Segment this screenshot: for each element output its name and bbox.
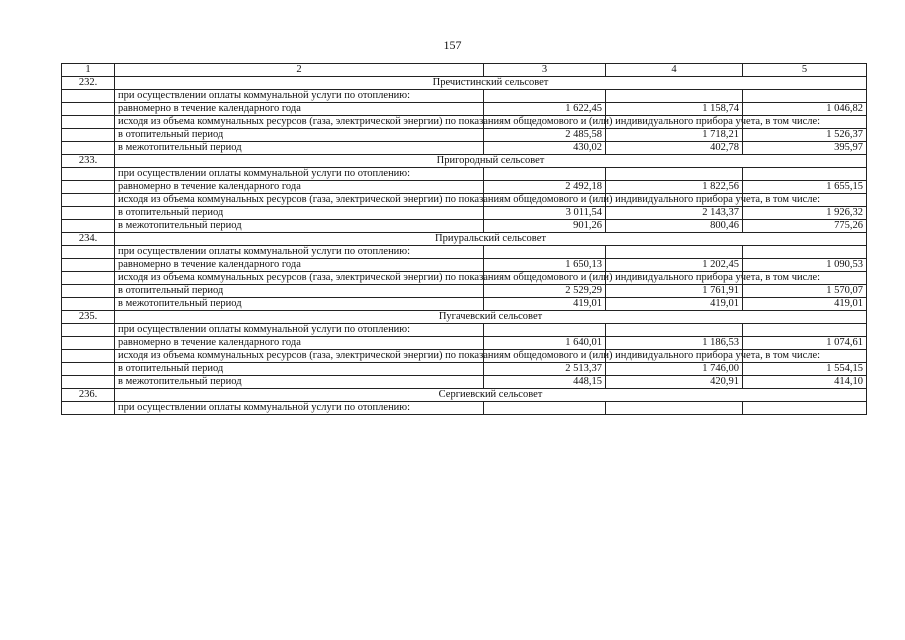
value-col-3: 2 529,29 bbox=[484, 285, 606, 298]
row-label: равномерно в течение календарного года bbox=[115, 181, 484, 194]
row-index-cell bbox=[62, 246, 115, 259]
row-index-cell bbox=[62, 129, 115, 142]
table-row bbox=[62, 259, 867, 272]
value-col-5: 775,26 bbox=[743, 220, 867, 233]
table-row bbox=[62, 181, 867, 194]
header-cell-1: 1 bbox=[62, 64, 115, 77]
value-col-3: 2 492,18 bbox=[484, 181, 606, 194]
value-col-3: 419,01 bbox=[484, 298, 606, 311]
section-row bbox=[62, 233, 867, 246]
value-col-4 bbox=[606, 246, 743, 259]
table-row bbox=[62, 337, 867, 350]
section-name: Пригородный сельсовет bbox=[115, 155, 867, 168]
row-index-cell bbox=[62, 181, 115, 194]
table-row bbox=[62, 402, 867, 415]
row-label: в межотопительный период bbox=[115, 376, 484, 389]
value-col-3 bbox=[484, 90, 606, 103]
value-col-3: 1 640,01 bbox=[484, 337, 606, 350]
value-col-3 bbox=[484, 246, 606, 259]
section-name: Сергиевский сельсовет bbox=[115, 389, 867, 402]
table-row bbox=[62, 194, 867, 207]
section-name: Пугачевский сельсовет bbox=[115, 311, 867, 324]
value-col-4: 1 822,56 bbox=[606, 181, 743, 194]
value-col-5: 1 926,32 bbox=[743, 207, 867, 220]
table-row bbox=[62, 350, 867, 363]
value-col-4: 1 761,91 bbox=[606, 285, 743, 298]
tariff-table bbox=[61, 63, 867, 415]
row-index-cell bbox=[62, 272, 115, 285]
value-col-5 bbox=[743, 90, 867, 103]
table-row bbox=[62, 363, 867, 376]
row-label: при осуществлении оплаты коммунальной услуги по отоплению: bbox=[115, 324, 484, 337]
value-col-5 bbox=[743, 246, 867, 259]
row-label: в отопительный период bbox=[115, 363, 484, 376]
row-index-cell bbox=[62, 90, 115, 103]
header-row bbox=[62, 64, 867, 77]
table-row bbox=[62, 103, 867, 116]
value-col-4: 1 202,45 bbox=[606, 259, 743, 272]
row-label: при осуществлении оплаты коммунальной услуги по отоплению: bbox=[115, 402, 484, 415]
row-index-cell bbox=[62, 220, 115, 233]
value-col-3 bbox=[484, 324, 606, 337]
section-index: 233. bbox=[62, 155, 115, 168]
section-index: 235. bbox=[62, 311, 115, 324]
value-col-4: 1 158,74 bbox=[606, 103, 743, 116]
value-col-5: 1 554,15 bbox=[743, 363, 867, 376]
row-label: исходя из объема коммунальных ресурсов (газа, электрической энергии) по показаниям общедомового и (или) индивидуального прибора учета, в том числе: bbox=[115, 116, 484, 129]
row-index-cell bbox=[62, 376, 115, 389]
table-row bbox=[62, 129, 867, 142]
value-col-5 bbox=[743, 324, 867, 337]
row-index-cell bbox=[62, 142, 115, 155]
row-index-cell bbox=[62, 207, 115, 220]
row-label: в отопительный период bbox=[115, 129, 484, 142]
table-row bbox=[62, 285, 867, 298]
value-col-4: 800,46 bbox=[606, 220, 743, 233]
table-row bbox=[62, 142, 867, 155]
header-cell-3: 3 bbox=[484, 64, 606, 77]
value-col-5: 1 090,53 bbox=[743, 259, 867, 272]
table-row bbox=[62, 90, 867, 103]
row-index-cell bbox=[62, 363, 115, 376]
table-row bbox=[62, 207, 867, 220]
row-label: при осуществлении оплаты коммунальной услуги по отоплению: bbox=[115, 90, 484, 103]
page-number: 157 bbox=[443, 38, 462, 52]
row-label: исходя из объема коммунальных ресурсов (газа, электрической энергии) по показаниям общедомового и (или) индивидуального прибора учета, в том числе: bbox=[115, 272, 484, 285]
table-row bbox=[62, 324, 867, 337]
row-index-cell bbox=[62, 402, 115, 415]
value-col-4 bbox=[606, 324, 743, 337]
header-cell-5: 5 bbox=[743, 64, 867, 77]
value-col-4: 2 143,37 bbox=[606, 207, 743, 220]
row-index-cell bbox=[62, 324, 115, 337]
value-col-3: 448,15 bbox=[484, 376, 606, 389]
value-col-4 bbox=[606, 168, 743, 181]
table-row bbox=[62, 376, 867, 389]
row-index-cell bbox=[62, 103, 115, 116]
row-label: исходя из объема коммунальных ресурсов (газа, электрической энергии) по показаниям общедомового и (или) индивидуального прибора учета, в том числе: bbox=[115, 194, 484, 207]
value-col-3: 1 622,45 bbox=[484, 103, 606, 116]
value-col-3: 430,02 bbox=[484, 142, 606, 155]
row-label: при осуществлении оплаты коммунальной услуги по отоплению: bbox=[115, 246, 484, 259]
value-col-5: 1 570,07 bbox=[743, 285, 867, 298]
section-index: 236. bbox=[62, 389, 115, 402]
header-cell-2: 2 bbox=[115, 64, 484, 77]
value-col-4 bbox=[606, 90, 743, 103]
value-col-3 bbox=[484, 168, 606, 181]
row-label: в межотопительный период bbox=[115, 142, 484, 155]
row-label: при осуществлении оплаты коммунальной услуги по отоплению: bbox=[115, 168, 484, 181]
section-row bbox=[62, 155, 867, 168]
header-cell-4: 4 bbox=[606, 64, 743, 77]
row-label: исходя из объема коммунальных ресурсов (газа, электрической энергии) по показаниям общедомового и (или) индивидуального прибора учета, в том числе: bbox=[115, 350, 484, 363]
value-col-5: 1 655,15 bbox=[743, 181, 867, 194]
row-index-cell bbox=[62, 350, 115, 363]
value-col-3 bbox=[484, 402, 606, 415]
table-row bbox=[62, 298, 867, 311]
value-col-3: 2 485,58 bbox=[484, 129, 606, 142]
section-name: Пречистинский сельсовет bbox=[115, 77, 867, 90]
value-col-5: 414,10 bbox=[743, 376, 867, 389]
value-col-4: 420,91 bbox=[606, 376, 743, 389]
row-label: равномерно в течение календарного года bbox=[115, 103, 484, 116]
value-col-4: 402,78 bbox=[606, 142, 743, 155]
value-col-4: 419,01 bbox=[606, 298, 743, 311]
section-index: 232. bbox=[62, 77, 115, 90]
value-col-5: 1 526,37 bbox=[743, 129, 867, 142]
value-col-5 bbox=[743, 168, 867, 181]
row-index-cell bbox=[62, 337, 115, 350]
value-col-3: 1 650,13 bbox=[484, 259, 606, 272]
row-label: в межотопительный период bbox=[115, 220, 484, 233]
section-row bbox=[62, 311, 867, 324]
value-col-5: 1 074,61 bbox=[743, 337, 867, 350]
row-label: равномерно в течение календарного года bbox=[115, 259, 484, 272]
section-row bbox=[62, 77, 867, 90]
value-col-5: 1 046,82 bbox=[743, 103, 867, 116]
value-col-3: 3 011,54 bbox=[484, 207, 606, 220]
row-label: в отопительный период bbox=[115, 285, 484, 298]
row-index-cell bbox=[62, 298, 115, 311]
section-row bbox=[62, 389, 867, 402]
row-label: в отопительный период bbox=[115, 207, 484, 220]
row-index-cell bbox=[62, 194, 115, 207]
table-row bbox=[62, 220, 867, 233]
value-col-4: 1 186,53 bbox=[606, 337, 743, 350]
table-row bbox=[62, 116, 867, 129]
row-index-cell bbox=[62, 259, 115, 272]
value-col-3: 2 513,37 bbox=[484, 363, 606, 376]
value-col-4 bbox=[606, 402, 743, 415]
table-row bbox=[62, 246, 867, 259]
value-col-5 bbox=[743, 402, 867, 415]
section-name: Приуральский сельсовет bbox=[115, 233, 867, 246]
table-row bbox=[62, 168, 867, 181]
section-index: 234. bbox=[62, 233, 115, 246]
value-col-5: 395,97 bbox=[743, 142, 867, 155]
value-col-4: 1 746,00 bbox=[606, 363, 743, 376]
tariff-table-body bbox=[62, 64, 867, 415]
value-col-3: 901,26 bbox=[484, 220, 606, 233]
table-row bbox=[62, 272, 867, 285]
value-col-4: 1 718,21 bbox=[606, 129, 743, 142]
row-label: в межотопительный период bbox=[115, 298, 484, 311]
row-index-cell bbox=[62, 116, 115, 129]
row-label: равномерно в течение календарного года bbox=[115, 337, 484, 350]
value-col-5: 419,01 bbox=[743, 298, 867, 311]
row-index-cell bbox=[62, 285, 115, 298]
row-index-cell bbox=[62, 168, 115, 181]
